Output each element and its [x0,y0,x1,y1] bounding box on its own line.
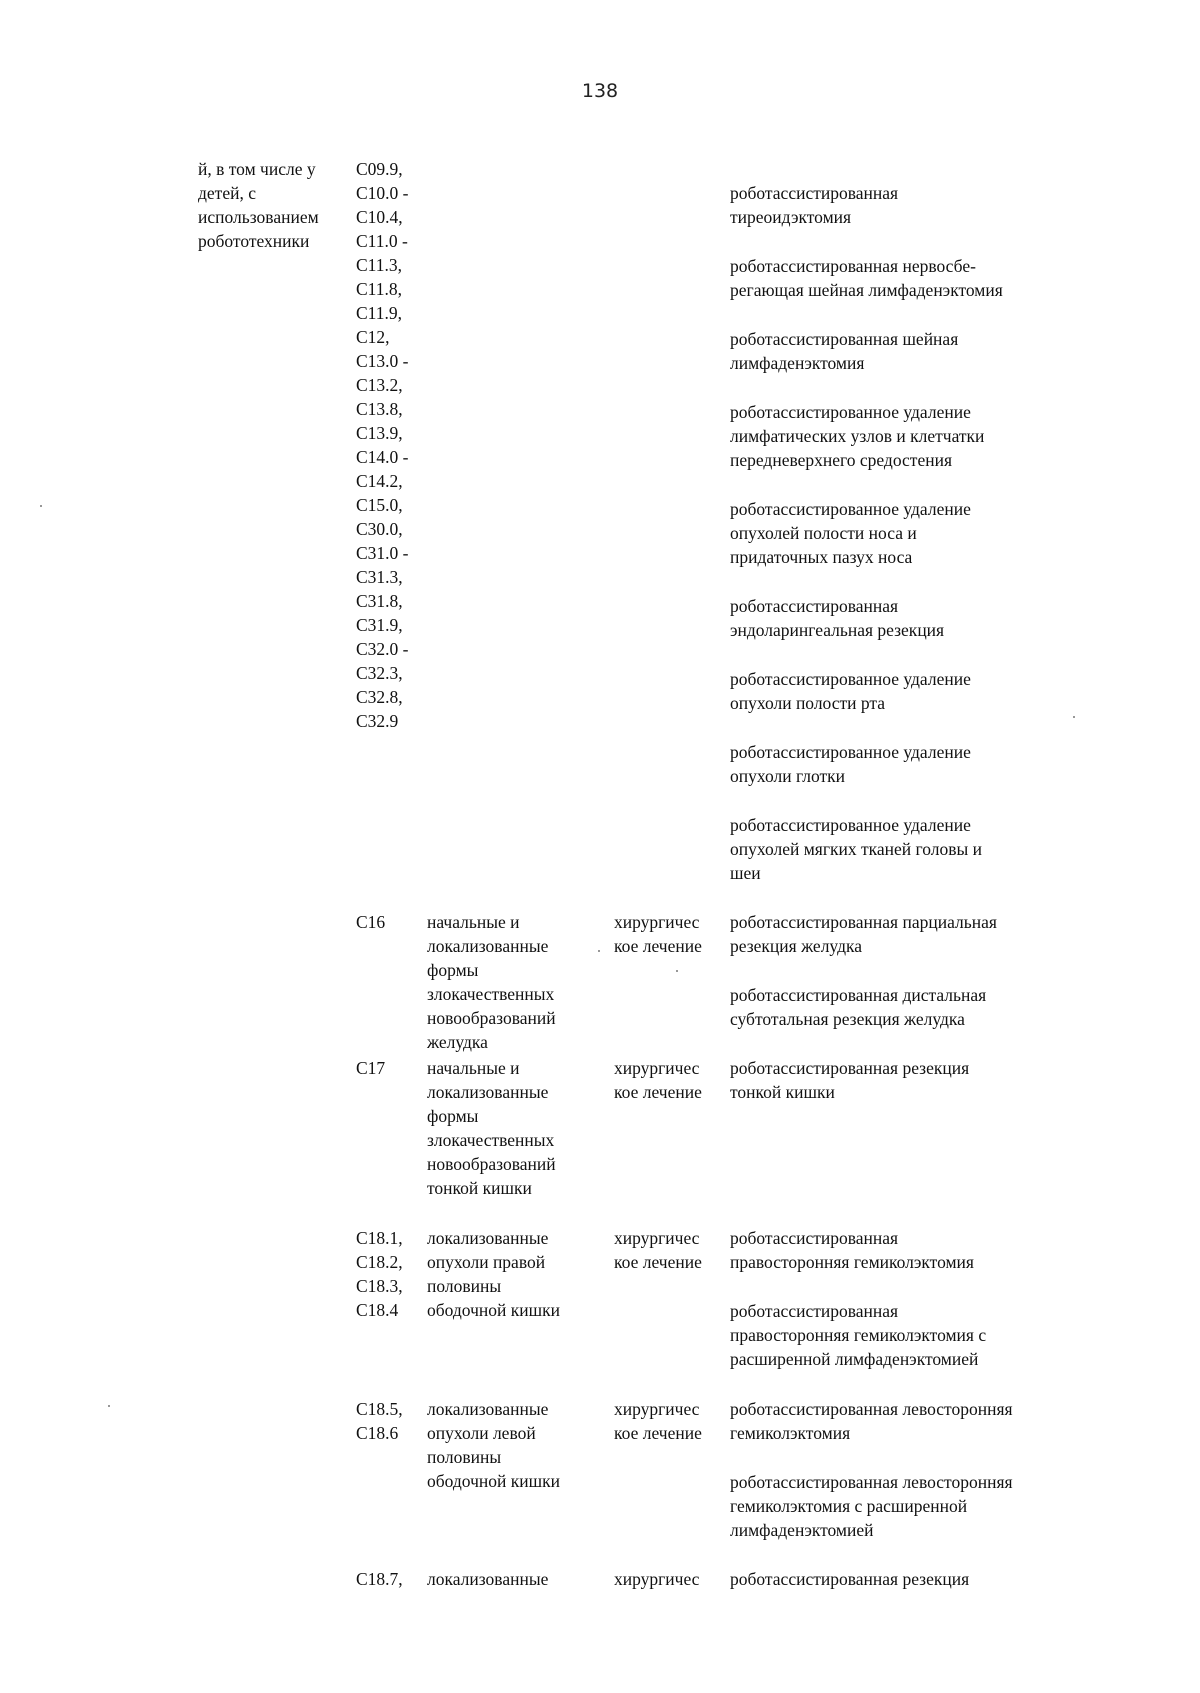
method-item: роботассистированная дистальная субтотальная резекция желудка [730,985,987,1029]
method-item: роботассистированное удаление опухолей полости носа и придаточных пазух носа [730,499,971,567]
diagnosis-cell: начальные и локализованные формы злокачественных новообразований желудка [427,912,556,1052]
profile-name-continuation: й, в том числе у детей, с использованием робототехники [198,159,319,251]
scan-speck [40,505,42,507]
scan-speck [598,950,600,952]
method-item: роботассистированная парциальная резекция желудка [730,912,997,956]
method-item: роботассистированная нервосбе- регающая шейная лимфаденэктомия [730,256,1003,300]
icd-codes-head-neck: C09.9, C10.0 - C10.4, C11.0 - C11.3, C11.8, C11.9, C12, C13.0 - C13.2, C13.8, C13.9, C14.0 - C14.2, C15.0, C30.0, C31.0 - C31.3, C31.8, C31.9, C32.0 - C32.3, C32.8, C32.9 [356,159,409,731]
method-item: роботассистированная тиреоидэктомия [730,183,899,227]
method-item: роботассистированное удаление опухоли глотки [730,742,971,786]
method-item: роботассистированная шейная лимфаденэктомия [730,329,959,373]
diagnosis-cell: локализованные опухоли правой половины ободочной кишки [427,1228,560,1320]
method-item: роботассистированное удаление опухолей мягких тканей головы и шеи [730,815,983,883]
method-item: роботассистированная левосторонняя гемиколэктомия [730,1399,1013,1443]
icd-code-cell: C18.1, C18.2, C18.3, C18.4 [356,1228,403,1320]
treatment-type-cell: хирургичес кое лечение [614,1399,702,1443]
method-item: роботассистированная правосторонняя гемиколэктомия с расширенной лимфаденэктомией [730,1301,987,1369]
diagnosis-cell: локализованные опухоли левой половины ободочной кишки [427,1399,560,1491]
method-item: роботассистированная эндоларингеальная резекция [730,596,945,640]
icd-code-cell: C16 [356,912,386,932]
method-item: роботассистированная левосторонняя гемиколэктомия с расширенной лимфаденэктомией [730,1472,1013,1540]
icd-code-cell: C18.5, C18.6 [356,1399,403,1443]
scan-speck [1073,716,1075,718]
method-item: роботассистированное удаление опухоли полости рта [730,669,971,713]
icd-code-cell: C17 [356,1058,386,1078]
diagnosis-cell: начальные и локализованные формы злокачественных новообразований тонкой кишки [427,1058,556,1198]
method-item: роботассистированная резекция [730,1569,970,1589]
method-item: роботассистированное удаление лимфатических узлов и клетчатки передневерхнего средостения [730,402,985,470]
method-item: роботассистированная резекция тонкой кишки [730,1058,970,1102]
scan-speck [108,1405,110,1407]
scan-speck [676,970,678,972]
page-number: 138 [581,80,619,102]
treatment-type-cell: хирургичес кое лечение [614,912,702,956]
diagnosis-cell: локализованные [427,1569,549,1589]
treatment-type-cell: хирургичес кое лечение [614,1228,702,1272]
treatment-type-cell: хирургичес [614,1569,700,1589]
icd-code-cell: C18.7, [356,1569,403,1589]
treatment-type-cell: хирургичес кое лечение [614,1058,702,1102]
method-item: роботассистированная правосторонняя гемиколэктомия [730,1228,974,1272]
